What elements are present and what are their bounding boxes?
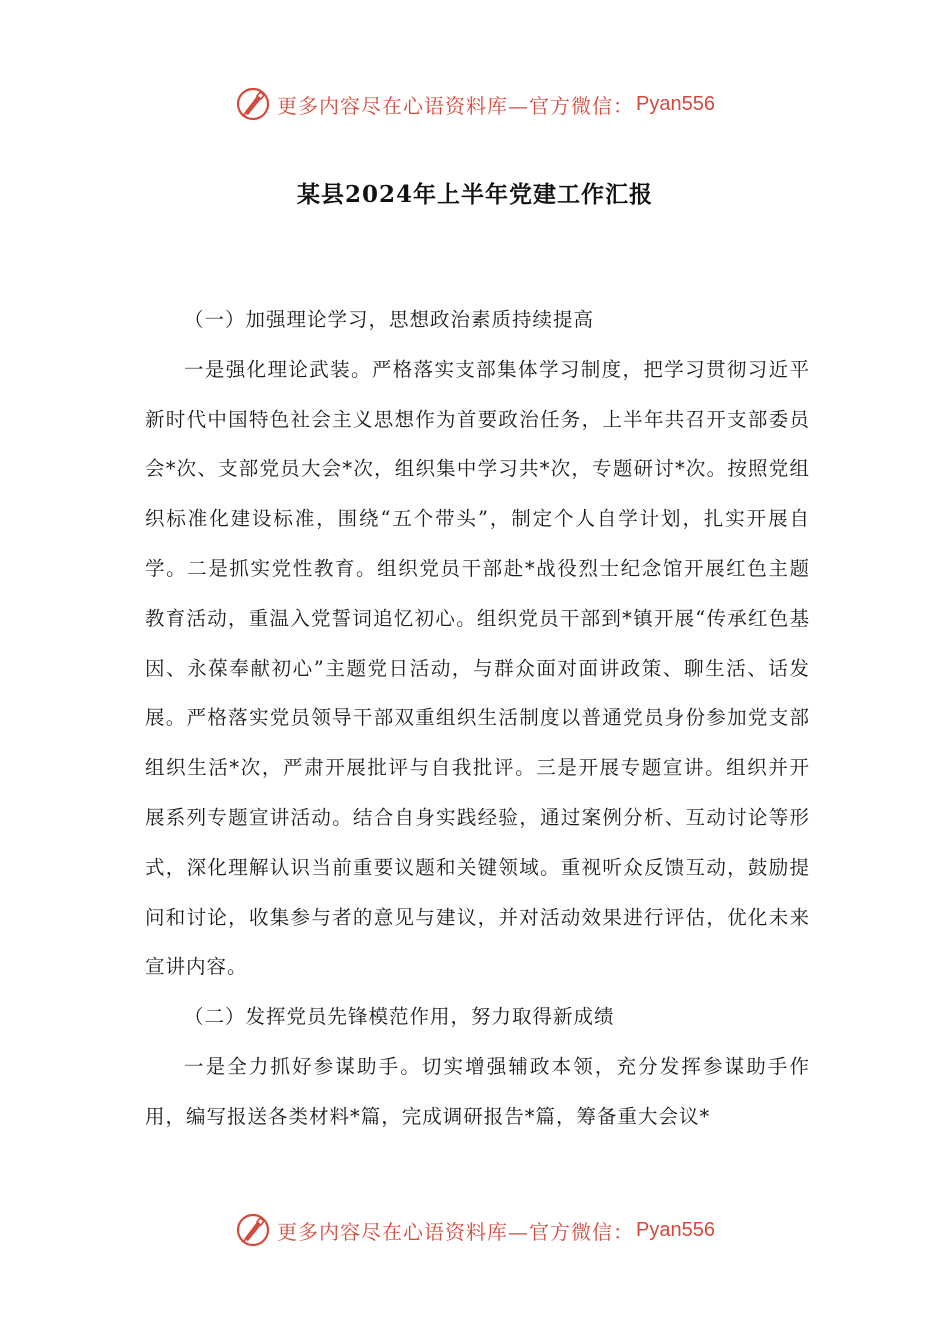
pen-logo-icon [235,86,271,122]
section-heading-1: （一）加强理论学习，思想政治素质持续提高 [184,308,595,331]
document-title: 某县2024年上半年党建工作汇报 [296,181,653,208]
watermark-header [0,84,950,124]
pen-logo-icon [235,1212,271,1248]
watermark-wechat-id: Pyan556 [636,92,715,115]
watermark-wechat-id: Pyan556 [636,1218,715,1241]
document-body [145,295,810,1142]
watermark-text: 更多内容尽在心语资料库—官方微信： [277,1219,635,1244]
paragraph: 一是强化理论武装。严格落实支部集体学习制度，把学习贯彻习近平新时代中国特色社会主义思想作为首要政治任务，上半年共召开支部委员会*次、支部党员大会*次，组织集中学习共*次，专题研讨*次。按照党组织标准化建设标准，围绕“五个带头”，制定个人自学计划，扎实开展自学。二是抓实党性教育。组织党员干部赴*战役烈士纪念馆开展红色主题教育活动，重温入党誓词追忆初心。组织党员干部到*镇开展“传承红色基因、永葆奉献初心”主题党日活动，与群众面对面讲政策、聊生活、话发展。严格落实党员领导干部双重组织生活制度以普通党员身份参加党支部组织生活*次，严肃开展批评与自我批评。三是开展专题宣讲。组织并开展系列专题宣讲活动。结合自身实践经验，通过案例分析、互动讨论等形式，深化理解认识当前重要议题和关键领域。重视听众反馈互动，鼓励提问和讨论，收集参与者的意见与建议，并对活动效果进行评估，优化未来宣讲内容。 [145,357,810,979]
section-heading-2: （二）发挥党员先锋模范作用，努力取得新成绩 [184,1005,615,1029]
paragraph: 一是全力抓好参谋助手。切实增强辅政本领，充分发挥参谋助手作用，编写报送各类材料*篇，完成调研报告*篇，筹备重大会议* [145,1054,810,1128]
watermark-footer [0,1210,950,1250]
watermark-text: 更多内容尽在心语资料库—官方微信： [277,93,635,118]
